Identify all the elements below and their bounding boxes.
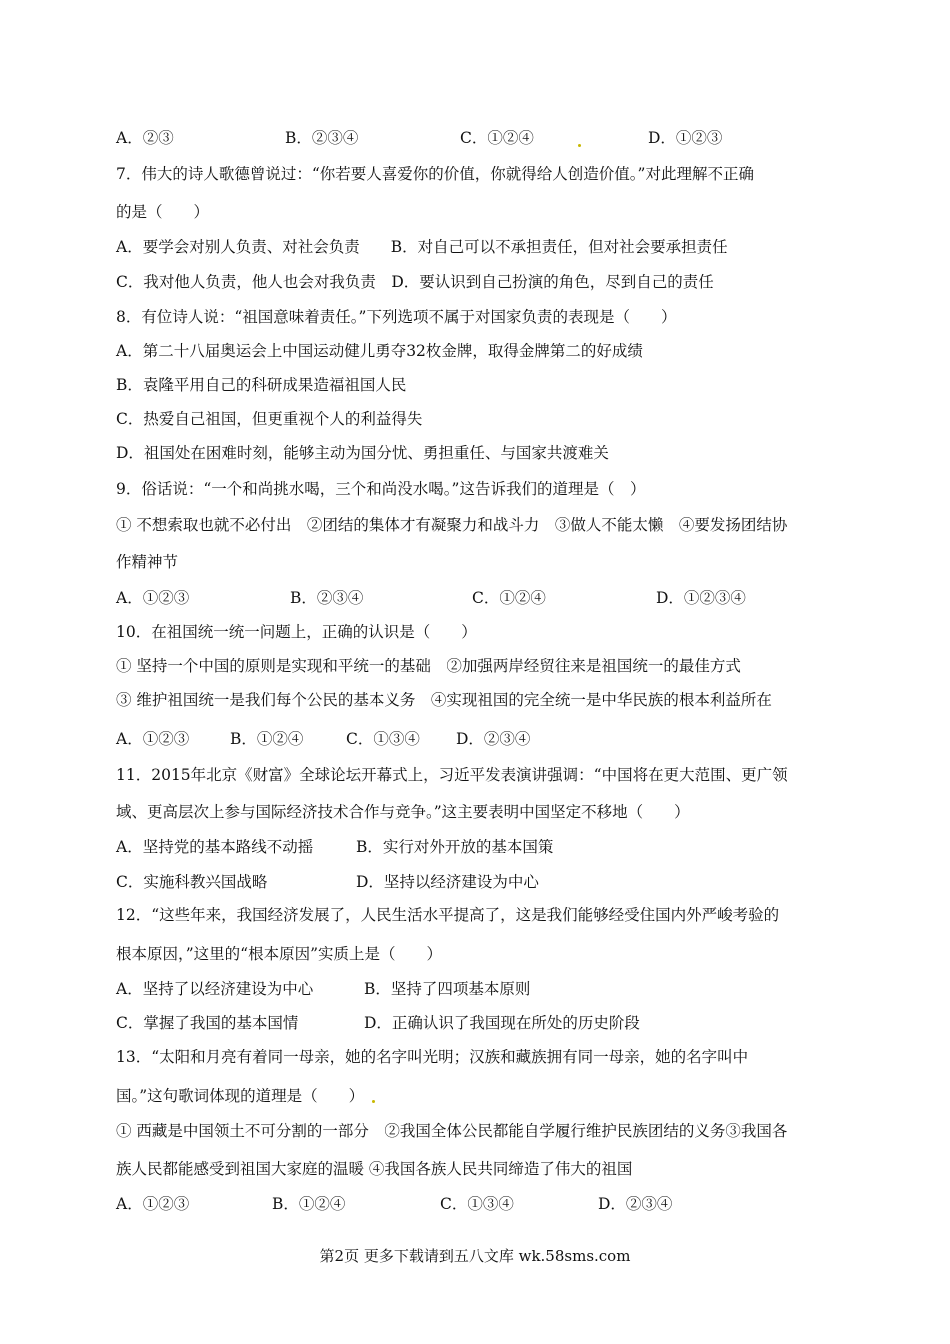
q10-items-line2: ③ 维护祖国统一是我们每个公民的基本义务 ④实现祖国的完全统一是中华民族的根本利益所在 (116, 691, 772, 709)
q9-items-line1: ① 不想索取也就不必付出 ②团结的集体才有凝聚力和战斗力 ③做人不能太懒 ④要发扬团结协 (116, 516, 788, 534)
q12-option-b: B．坚持了四项基本原则 (364, 980, 531, 998)
q13-option-a: A．①②③ (116, 1195, 190, 1213)
q8-stem: 8．有位诗人说：“祖国意味着责任。”下列选项不属于对国家负责的表现是（ ） (116, 308, 677, 326)
q9-option-d: D．①②③④ (656, 589, 746, 607)
q11-stem-line1: 11．2015年北京《财富》全球论坛开幕式上，习近平发表演讲强调：“中国将在更大范围、更广领 (116, 766, 788, 784)
q8-option-a: A．第二十八届奥运会上中国运动健儿勇夺32枚金牌，取得金牌第二的好成绩 (116, 342, 643, 360)
q7-options-cd: C．我对他人负责，他人也会对我负责 D．要认识到自己扮演的角色，尽到自己的责任 (116, 273, 714, 291)
q12-stem-line1: 12．“这些年来，我国经济发展了，人民生活水平提高了，这是我们能够经受住国内外严峻考验的 (116, 906, 780, 924)
q10-option-a: A．①②③ (116, 730, 190, 748)
q13-option-d: D．②③④ (598, 1195, 673, 1213)
q12-option-a: A．坚持了以经济建设为中心 (116, 980, 314, 998)
q6-option-c: C．①②④ (460, 129, 534, 147)
q12-option-d: D．正确认识了我国现在所处的历史阶段 (364, 1014, 640, 1032)
q6-option-b: B．②③④ (285, 129, 359, 147)
q9-items-line2: 作精神节 (116, 553, 179, 571)
q8-option-b: B．袁隆平用自己的科研成果造福祖国人民 (116, 376, 407, 394)
q13-stem-line1: 13．“太阳和月亮有着同一母亲，她的名字叫光明；汉族和藏族拥有同一母亲，她的名字叫中 (116, 1048, 749, 1066)
q9-option-c: C．①②④ (472, 589, 546, 607)
q13-option-c: C．①③④ (440, 1195, 514, 1213)
q6-option-a: A．②③ (116, 129, 174, 147)
q12-stem-line2: 根本原因，”这里的“根本原因”实质上是（ ） (116, 945, 443, 963)
q8-option-c: C．热爱自己祖国，但更重视个人的利益得失 (116, 410, 423, 428)
page-footer: 第2页 更多下载请到五八文库 wk.58sms.com (319, 1247, 631, 1265)
q7-options-ab: A．要学会对别人负责、对社会负责 B．对自己可以不承担责任，但对社会要承担责任 (116, 238, 728, 256)
q7-stem-line2: 的是（ ） (116, 203, 210, 221)
q10-items-line1: ① 坚持一个中国的原则是实现和平统一的基础 ②加强两岸经贸往来是祖国统一的最佳方式 (116, 657, 741, 675)
q11-option-d: D．坚持以经济建设为中心 (356, 873, 539, 891)
q9-stem: 9．俗话说：“一个和尚挑水喝，三个和尚没水喝。”这告诉我们的道理是（ ） (116, 480, 646, 498)
q10-option-d: D．②③④ (456, 730, 531, 748)
q10-stem: 10．在祖国统一统一问题上，正确的认识是（ ） (116, 623, 477, 641)
q11-option-c: C．实施科教兴国战略 (116, 873, 268, 891)
q9-option-b: B．②③④ (290, 589, 364, 607)
q11-option-a: A．坚持党的基本路线不动摇 (116, 838, 314, 856)
q9-option-a: A．①②③ (116, 589, 190, 607)
stray-dot (372, 1100, 375, 1103)
q13-stem-line2: 国。”这句歌词体现的道理是（ ） (116, 1087, 365, 1105)
q10-option-c: C．①③④ (346, 730, 420, 748)
q12-option-c: C．掌握了我国的基本国情 (116, 1014, 299, 1032)
q11-option-b: B．实行对外开放的基本国策 (356, 838, 554, 856)
q13-items-line1: ① 西藏是中国领土不可分割的一部分 ②我国全体公民都能自学履行维护民族团结的义务③我国各 (116, 1122, 788, 1140)
q13-items-line2: 族人民都能感受到祖国大家庭的温暖 ④我国各族人民共同缔造了伟大的祖国 (116, 1160, 633, 1178)
q10-option-b: B．①②④ (230, 730, 304, 748)
stray-dot (578, 144, 581, 147)
q8-option-d: D．祖国处在困难时刻，能够主动为国分忧、勇担重任、与国家共渡难关 (116, 444, 609, 462)
q6-option-d: D．①②③ (648, 129, 723, 147)
q11-stem-line2: 域、更高层次上参与国际经济技术合作与竞争。”这主要表明中国坚定不移地（ ） (116, 803, 690, 821)
q7-stem-line1: 7．伟大的诗人歌德曾说过：“你若要人喜爱你的价值，你就得给人创造价值。”对此理解不正确 (116, 165, 754, 183)
q13-option-b: B．①②④ (272, 1195, 346, 1213)
